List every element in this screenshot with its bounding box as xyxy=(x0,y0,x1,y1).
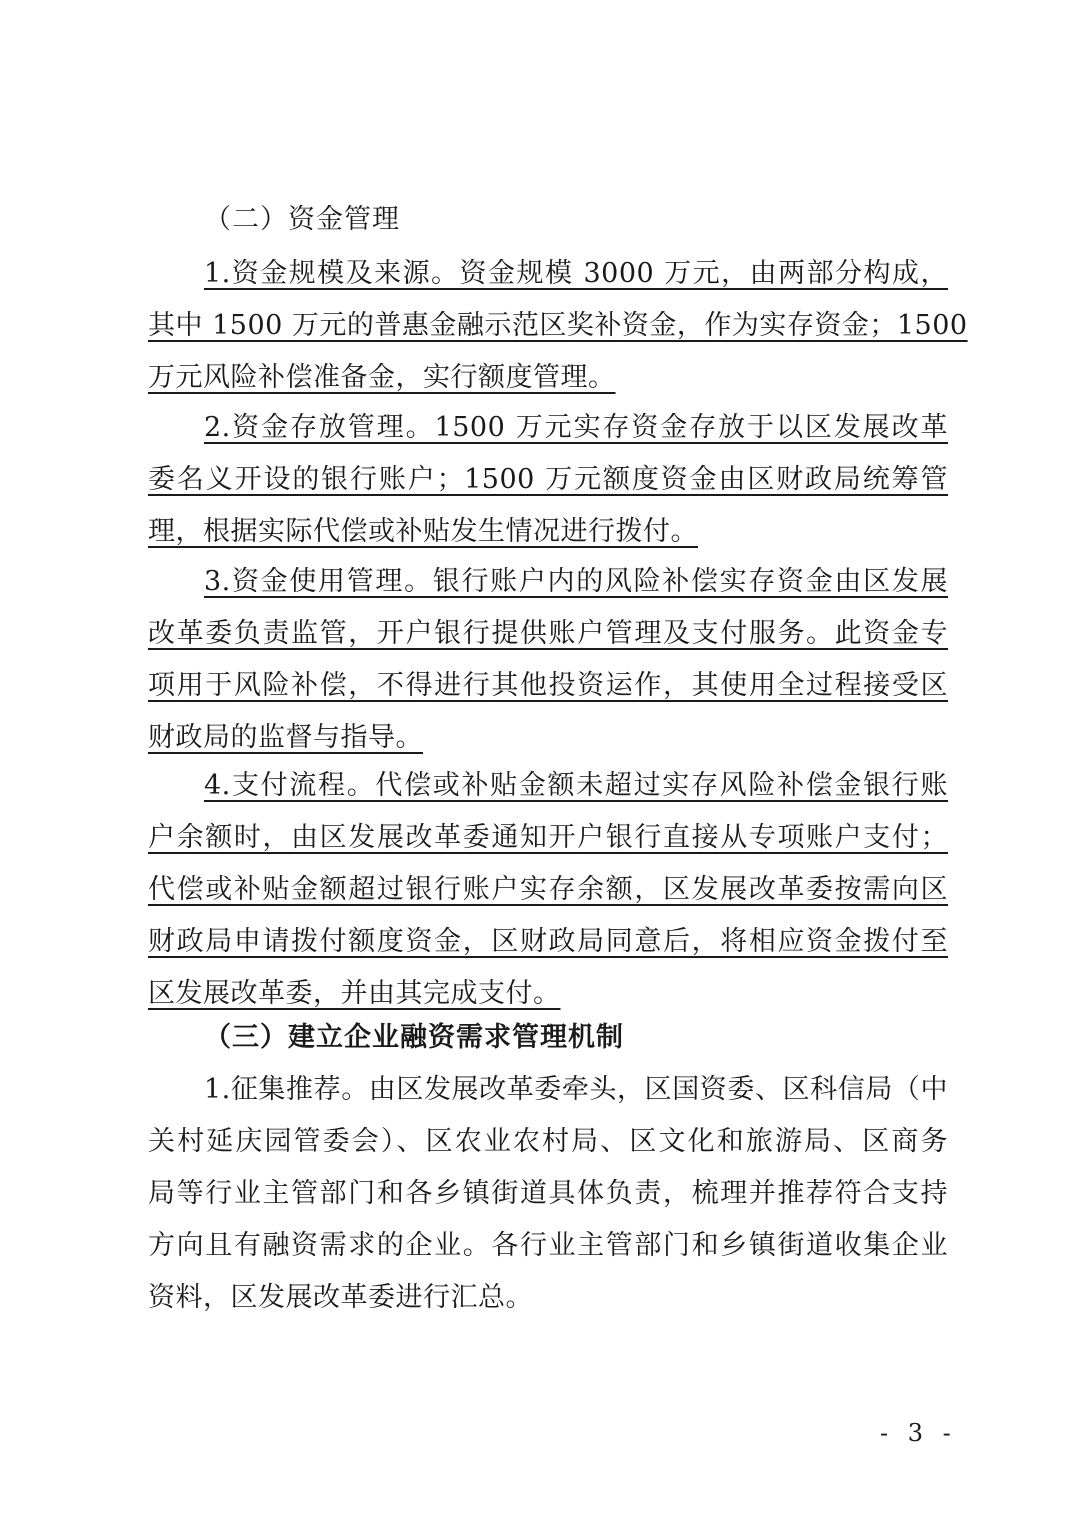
paragraph-line: 方向且有融资需求的企业。各行业主管部门和乡镇街道收集企业 xyxy=(148,1230,948,1261)
paragraph-line: 户余额时，由区发展改革委通知开户银行直接从专项账户支付； xyxy=(148,822,948,853)
paragraph-line: 2.资金存放管理。1500 万元实存资金存放于以区发展改革 xyxy=(204,412,948,443)
paragraph-line: 改革委负责监管，开户银行提供账户管理及支付服务。此资金专 xyxy=(148,618,948,649)
paragraph-line: 其中 1500 万元的普惠金融示范区奖补资金，作为实存资金；1500 xyxy=(148,310,968,341)
paragraph-line: 代偿或补贴金额超过银行账户实存余额，区发展改革委按需向区 xyxy=(148,874,948,905)
paragraph-line: 项用于风险补偿，不得进行其他投资运作，其使用全过程接受区 xyxy=(148,670,948,701)
paragraph-line: 财政局申请拨付额度资金，区财政局同意后，将相应资金拨付至 xyxy=(148,926,948,957)
paragraph-payment-process xyxy=(148,768,948,1012)
paragraph-collection-recommendation xyxy=(148,1072,948,1316)
paragraph-fund-deposit xyxy=(148,410,948,550)
paragraph-line: 理，根据实际代偿或补贴发生情况进行拨付。 xyxy=(148,516,698,547)
paragraph-line: 4.支付流程。代偿或补贴金额未超过实存风险补偿金银行账 xyxy=(204,770,948,801)
section-heading-financing-demand: （三）建立企业融资需求管理机制 xyxy=(204,1022,624,1053)
paragraph-line: 区发展改革委，并由其完成支付。 xyxy=(148,978,561,1009)
paragraph-line: 万元风险补偿准备金，实行额度管理。 xyxy=(148,362,616,393)
paragraph-line: 财政局的监督与指导。 xyxy=(148,722,423,753)
paragraph-line: 局等行业主管部门和各乡镇街道具体负责，梳理并推荐符合支持 xyxy=(148,1178,948,1209)
section-heading-funds-management: （二）资金管理 xyxy=(204,204,400,235)
paragraph-line: 委名义开设的银行账户；1500 万元额度资金由区财政局统筹管 xyxy=(148,464,948,495)
page-number: - 3 - xyxy=(880,1419,957,1447)
paragraph-fund-scale xyxy=(148,256,968,396)
paragraph-line: 1.资金规模及来源。资金规模 3000 万元，由两部分构成， xyxy=(204,258,948,289)
paragraph-fund-usage xyxy=(148,564,948,756)
paragraph-line: 资料，区发展改革委进行汇总。 xyxy=(148,1282,533,1313)
paragraph-line: 3.资金使用管理。银行账户内的风险补偿实存资金由区发展 xyxy=(204,566,948,597)
paragraph-line: 关村延庆园管委会）、区农业农村局、区文化和旅游局、区商务 xyxy=(148,1126,948,1157)
paragraph-line: 1.征集推荐。由区发展改革委牵头，区国资委、区科信局（中 xyxy=(204,1074,948,1105)
